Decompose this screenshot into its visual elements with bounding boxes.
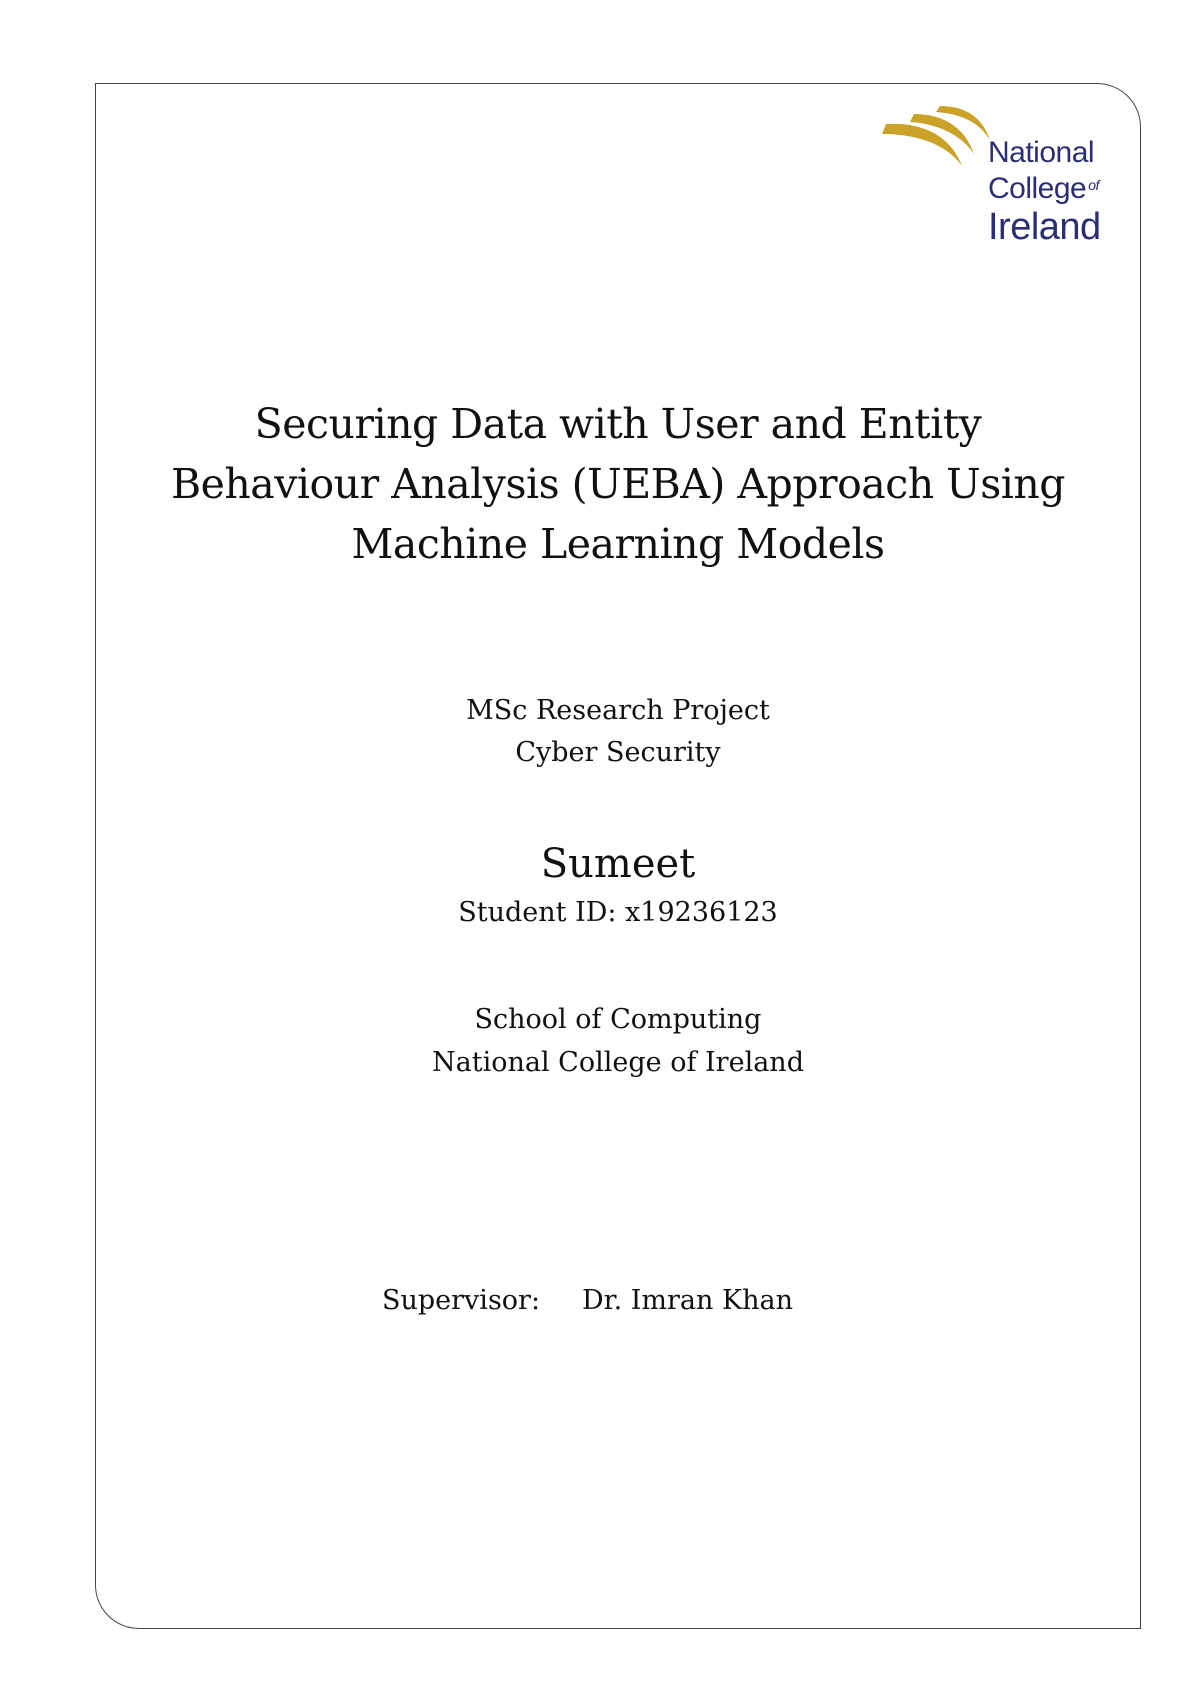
degree-name: MSc Research Project	[466, 695, 770, 726]
field-of-study: Cyber Security	[515, 737, 721, 768]
thesis-title	[95, 394, 1141, 574]
thesis-title-line: Behaviour Analysis (UEBA) Approach Using	[170, 460, 1066, 508]
supervisor-label: Supervisor:	[382, 1285, 541, 1316]
institution-info	[95, 998, 1141, 1084]
logo-line-national: National	[988, 136, 1095, 169]
college-logo-mark-icon	[880, 104, 992, 172]
thesis-title-line: Securing Data with User and Entity	[254, 400, 982, 448]
logo-line-college	[988, 174, 1101, 204]
school-name: School of Computing	[474, 1004, 762, 1035]
author-name: Sumeet	[540, 841, 696, 887]
supervisor-name: Dr. Imran Khan	[582, 1285, 794, 1316]
college-name: National College of Ireland	[432, 1047, 804, 1078]
logo-of-word: of	[1088, 177, 1099, 193]
programme-info	[95, 690, 1141, 774]
college-logo-wordmark	[988, 138, 1101, 246]
logo-line-ireland: Ireland	[988, 206, 1101, 248]
student-id: Student ID: x19236123	[458, 897, 778, 928]
college-logo	[880, 104, 1120, 254]
thesis-title-line: Machine Learning Models	[351, 520, 885, 568]
logo-college-word: College	[988, 172, 1087, 205]
supervisor-line	[382, 1281, 793, 1321]
